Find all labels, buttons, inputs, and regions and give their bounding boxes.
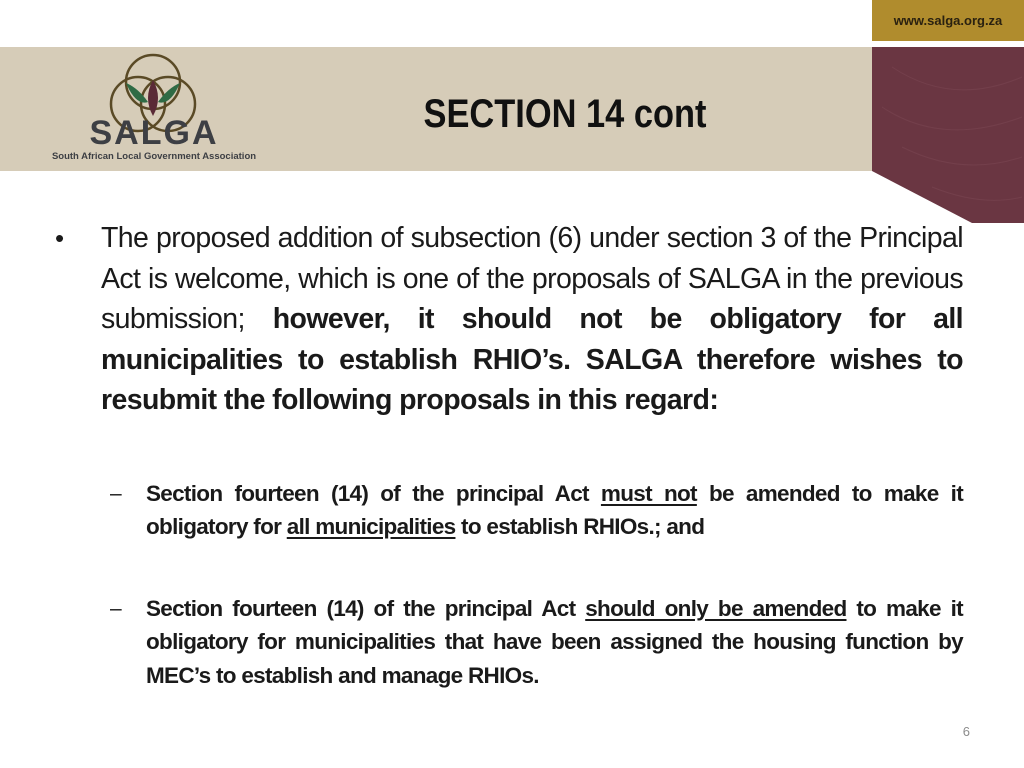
bullet-icon: •	[55, 223, 65, 253]
bullet-text-plain: The proposed addition of subsection (6) under section 3 of the Principal Act is welcome, which is one of the proposals of SALGA in the previous submission;	[101, 222, 963, 335]
bullet-text-bold: however, it should not be obligatory for all municipalities to establish RHIO’s. SALGA therefore wishes to resubmit the following proposals in this regard:	[101, 303, 963, 416]
sub-bullet-text	[146, 592, 963, 693]
logo-wordmark: SALGA	[89, 114, 219, 152]
sub-bullet-item	[110, 592, 963, 693]
underlined-phrase: should only be amended	[585, 595, 847, 621]
logo-tagline: South African Local Government Association	[51, 151, 257, 162]
bullet-text	[101, 218, 963, 421]
slide-title: SECTION 14 cont	[423, 92, 707, 136]
sub-text-part: to establish RHIOs.; and	[455, 514, 705, 539]
dash-icon: –	[110, 481, 122, 505]
website-url-tab[interactable]: www.salga.org.za	[872, 0, 1024, 41]
maroon-corner-decoration	[872, 47, 1024, 223]
bullet-item	[55, 218, 963, 421]
sub-bullet-item	[110, 477, 963, 544]
slide-body	[55, 218, 963, 692]
sub-text-part: to make it obligatory for municipalities that have been assigned the housing function by MEC’s to establish and manage RHIOs.	[146, 595, 963, 688]
sub-text-part: be amended to make it obligatory for	[146, 480, 963, 539]
sub-text-part: Section fourteen (14) of the principal Act	[146, 480, 601, 506]
sub-text-part: Section fourteen (14) of the principal Act	[146, 595, 586, 621]
underlined-phrase: all municipalities	[286, 514, 456, 539]
sub-bullet-text	[146, 477, 963, 544]
underlined-phrase: must not	[600, 480, 697, 506]
dash-icon: –	[110, 596, 122, 620]
page-number: 6	[962, 724, 970, 739]
salga-logo	[50, 50, 262, 164]
